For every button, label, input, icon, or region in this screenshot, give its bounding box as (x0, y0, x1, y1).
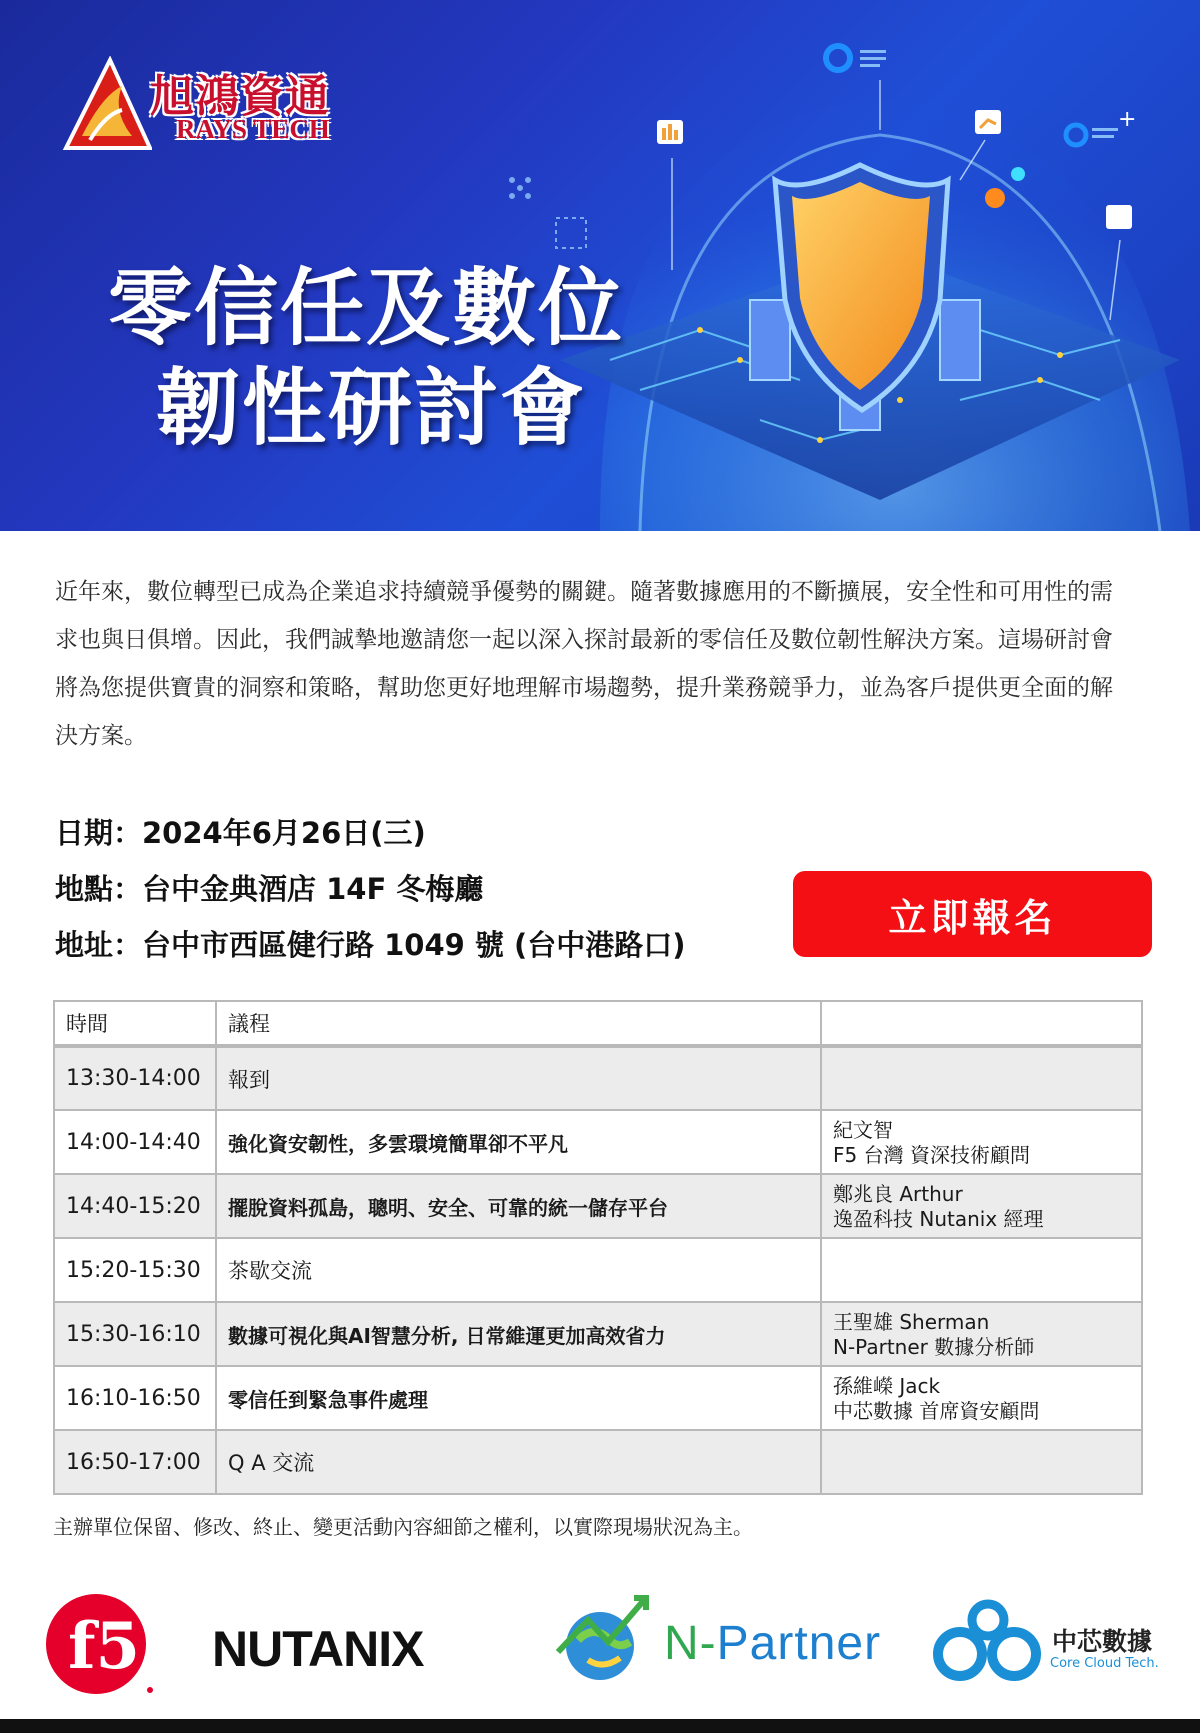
n-partner-logo (548, 1590, 898, 1700)
agenda-speaker (821, 1430, 1142, 1494)
footer-bar (0, 1719, 1200, 1733)
agenda-row (54, 1046, 1142, 1110)
speaker-title: 中芯數據 首席資安顧問 (833, 1399, 1040, 1423)
logo-english-name: RAYS TECH (176, 114, 330, 144)
agenda-time: 16:10-16:50 (54, 1366, 216, 1430)
agenda-header-row (54, 1001, 1142, 1046)
agenda-row (54, 1366, 1142, 1430)
agenda-row (54, 1302, 1142, 1366)
agenda-time: 15:30-16:10 (54, 1302, 216, 1366)
f5-logo-icon (46, 1590, 154, 1698)
core-cloud-icon (932, 1598, 1048, 1688)
agenda-topic: 報到 (216, 1046, 821, 1110)
agenda-topic: 強化資安韌性，多雲環境簡單卻不平凡 (216, 1110, 821, 1174)
event-date: 日期：2024年6月26日(三) (55, 816, 426, 850)
speaker-title: 逸盈科技 Nutanix 經理 (833, 1207, 1044, 1231)
svg-text:+: + (1118, 107, 1137, 132)
agenda-topic: 茶歇交流 (216, 1238, 821, 1302)
agenda-time: 14:40-15:20 (54, 1174, 216, 1238)
rays-tech-logo (62, 56, 372, 156)
intro-paragraph: 近年來，數位轉型已成為企業追求持續競爭優勢的關鍵。隨著數據應用的不斷擴展，安全性和可用性的需求也與日俱增。因此，我們誠摯地邀請您一起以深入探討最新的零信任及數位韌性解決方案。這場研討會將為您提供寶貴的洞察和策略，幫助您更好地理解市場趨勢，提升業務競爭力，並為客戶提供更全面的解決方案。 (55, 579, 1113, 749)
speaker-title: F5 台灣 資深技術顧問 (833, 1143, 1030, 1167)
agenda-row (54, 1430, 1142, 1494)
speaker-name: 孫維嶸 Jack (833, 1374, 941, 1398)
event-title-line1: 零信任及數位 (108, 259, 625, 357)
agenda-speaker (821, 1046, 1142, 1110)
agenda-row (54, 1110, 1142, 1174)
agenda-topic: 擺脫資料孤島，聰明、安全、可靠的統一儲存平台 (216, 1174, 821, 1238)
agenda-time: 15:20-15:30 (54, 1238, 216, 1302)
agenda-topic: 數據可視化與AI智慧分析, 日常維運更加高效省力 (216, 1302, 821, 1366)
n-partner-n: N- (664, 1617, 717, 1670)
agenda-speaker (821, 1174, 1142, 1238)
event-details (55, 805, 735, 973)
agenda-speaker (821, 1302, 1142, 1366)
agenda-speaker (821, 1238, 1142, 1302)
nutanix-logo: NUTANIX (212, 1621, 424, 1677)
agenda-row (54, 1174, 1142, 1238)
agenda-topic: Q A 交流 (216, 1430, 821, 1494)
speaker-title: N-Partner 數據分析師 (833, 1335, 1035, 1359)
agenda-header-speaker (821, 1001, 1142, 1046)
event-title (108, 258, 668, 458)
n-partner-partner: Partner (716, 1617, 882, 1670)
logo-triangle-icon (62, 56, 152, 152)
logo-chinese-name: 旭鴻資通 (150, 71, 330, 122)
speaker-name: 紀文智 (833, 1118, 893, 1142)
event-venue: 地點：台中金典酒店 14F 冬梅廳 (55, 872, 484, 906)
agenda-speaker (821, 1110, 1142, 1174)
n-partner-globe-icon (548, 1590, 652, 1694)
hero-banner (0, 0, 1200, 531)
disclaimer-note: 主辦單位保留、修改、終止、變更活動內容細節之權利，以實際現場狀況為主。 (53, 1515, 753, 1539)
agenda-header-time: 時間 (54, 1001, 216, 1046)
agenda-row (54, 1238, 1142, 1302)
core-cloud-english: Core Cloud Tech. (1050, 1656, 1159, 1671)
n-partner-wordmark (664, 1616, 881, 1671)
agenda-time: 13:30-14:00 (54, 1046, 216, 1110)
event-address: 地址：台中市西區健行路 1049 號 (台中港路口) (55, 928, 686, 962)
sponsor-logos (0, 1580, 1200, 1710)
core-cloud-logo (932, 1594, 1162, 1694)
agenda-table (53, 1000, 1143, 1495)
event-title-line2: 韌性研討會 (156, 359, 587, 457)
speaker-name: 王聖雄 Sherman (833, 1310, 990, 1334)
agenda-header-topic: 議程 (216, 1001, 821, 1046)
agenda-time: 14:00-14:40 (54, 1110, 216, 1174)
agenda-speaker (821, 1366, 1142, 1430)
agenda-time: 16:50-17:00 (54, 1430, 216, 1494)
agenda-topic: 零信任到緊急事件處理 (216, 1366, 821, 1430)
core-cloud-chinese: 中芯數據 (1052, 1627, 1153, 1656)
svg-text:f5: f5 (68, 1609, 141, 1684)
speaker-name: 鄭兆良 Arthur (833, 1182, 963, 1206)
register-button[interactable]: 立即報名 (793, 871, 1152, 957)
